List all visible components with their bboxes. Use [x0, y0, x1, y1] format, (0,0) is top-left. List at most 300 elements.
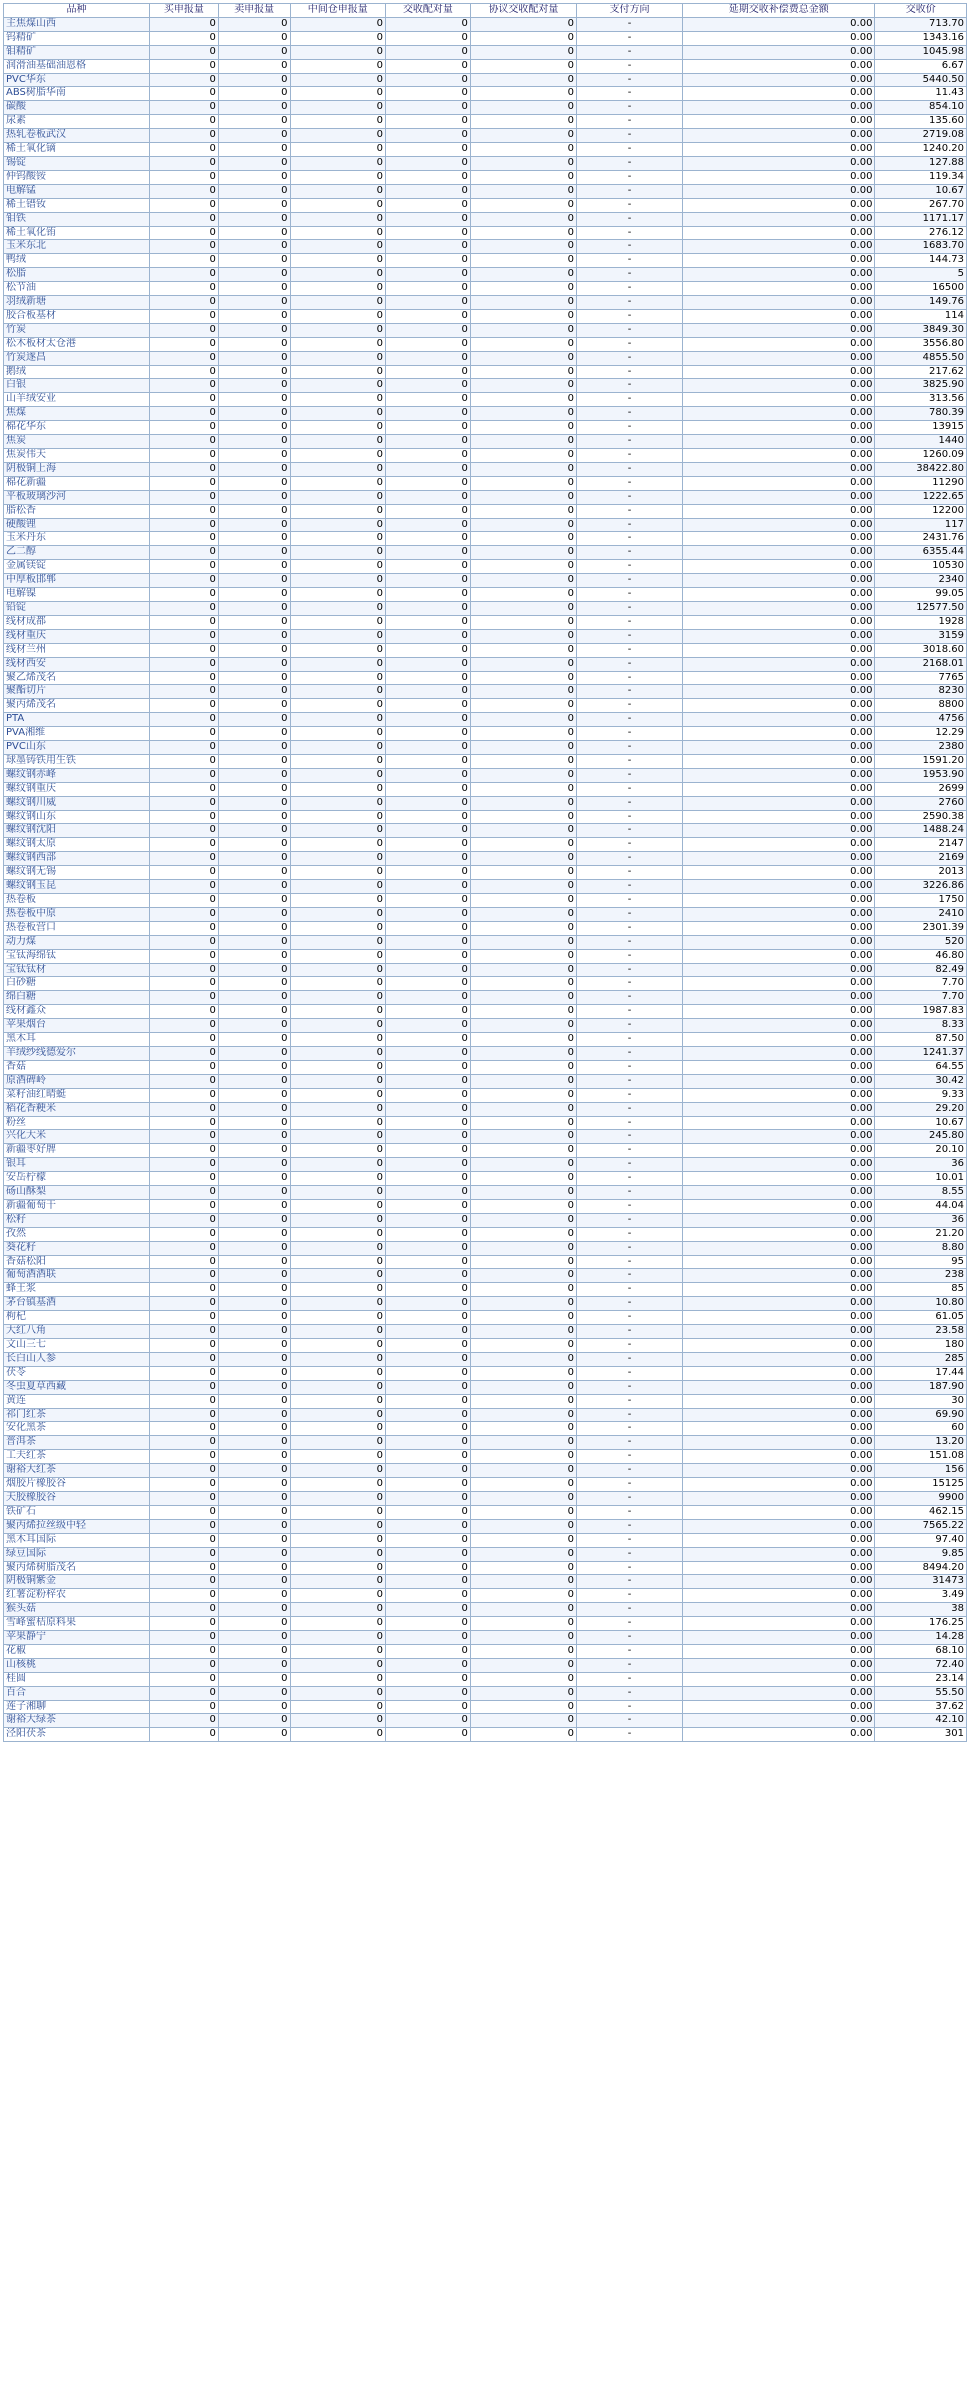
variety-cell: 烟胶片橡胶谷 — [4, 1478, 150, 1492]
agreement-matched-cell: 0 — [470, 1408, 576, 1422]
deferred-fee-cell: 0.00 — [683, 1130, 875, 1144]
matched-cell: 0 — [386, 629, 471, 643]
deferred-fee-cell: 0.00 — [683, 894, 875, 908]
deferred-fee-cell: 0.00 — [683, 796, 875, 810]
table-row[interactable] — [4, 796, 967, 810]
sell-declared-cell: 0 — [218, 337, 290, 351]
middle-declared-cell: 0 — [290, 407, 386, 421]
middle-declared-cell: 0 — [290, 1019, 386, 1033]
table-row[interactable] — [4, 1394, 967, 1408]
buy-declared-cell: 0 — [149, 1102, 218, 1116]
variety-cell: 山羊绒安业 — [4, 393, 150, 407]
variety-cell: 天胶橡胶谷 — [4, 1491, 150, 1505]
table-row[interactable] — [4, 1088, 967, 1102]
sell-declared-cell: 0 — [218, 894, 290, 908]
matched-cell: 0 — [386, 156, 471, 170]
table-row[interactable] — [4, 1436, 967, 1450]
table-row[interactable] — [4, 894, 967, 908]
table-row[interactable] — [4, 1366, 967, 1380]
delivery-price-cell: 31473 — [875, 1575, 967, 1589]
table-row[interactable] — [4, 727, 967, 741]
variety-cell: 葡萄酒酒联 — [4, 1269, 150, 1283]
col-header-sell-declared[interactable]: 卖申报量 — [218, 4, 290, 18]
agreement-matched-cell: 0 — [470, 45, 576, 59]
table-row[interactable] — [4, 1311, 967, 1325]
agreement-matched-cell: 0 — [470, 1352, 576, 1366]
delivery-price-cell: 119.34 — [875, 170, 967, 184]
table-row[interactable] — [4, 1575, 967, 1589]
table-row[interactable] — [4, 685, 967, 699]
table-row[interactable] — [4, 643, 967, 657]
agreement-matched-cell: 0 — [470, 1102, 576, 1116]
middle-declared-cell: 0 — [290, 921, 386, 935]
delivery-price-cell: 55.50 — [875, 1686, 967, 1700]
table-row[interactable] — [4, 1005, 967, 1019]
buy-declared-cell: 0 — [149, 1269, 218, 1283]
table-row[interactable] — [4, 170, 967, 184]
delivery-price-cell: 12200 — [875, 504, 967, 518]
table-row[interactable] — [4, 963, 967, 977]
matched-cell: 0 — [386, 115, 471, 129]
deferred-fee-cell: 0.00 — [683, 323, 875, 337]
agreement-matched-cell: 0 — [470, 31, 576, 45]
deferred-fee-cell: 0.00 — [683, 1436, 875, 1450]
matched-cell: 0 — [386, 977, 471, 991]
table-row[interactable] — [4, 1686, 967, 1700]
middle-declared-cell: 0 — [290, 963, 386, 977]
agreement-matched-cell: 0 — [470, 977, 576, 991]
table-row[interactable] — [4, 1450, 967, 1464]
sell-declared-cell: 0 — [218, 184, 290, 198]
table-row[interactable] — [4, 1186, 967, 1200]
table-row[interactable] — [4, 852, 967, 866]
table-row[interactable] — [4, 546, 967, 560]
payment-direction-cell: - — [577, 1199, 683, 1213]
deferred-fee-cell: 0.00 — [683, 31, 875, 45]
table-row[interactable] — [4, 17, 967, 31]
middle-declared-cell: 0 — [290, 435, 386, 449]
buy-declared-cell: 0 — [149, 115, 218, 129]
variety-cell: 山核桃 — [4, 1658, 150, 1672]
agreement-matched-cell: 0 — [470, 1199, 576, 1213]
deferred-fee-cell: 0.00 — [683, 1394, 875, 1408]
deferred-fee-cell: 0.00 — [683, 1088, 875, 1102]
sell-declared-cell: 0 — [218, 824, 290, 838]
delivery-price-cell: 3226.86 — [875, 880, 967, 894]
sell-declared-cell: 0 — [218, 17, 290, 31]
middle-declared-cell: 0 — [290, 1672, 386, 1686]
table-row[interactable] — [4, 838, 967, 852]
table-row[interactable] — [4, 588, 967, 602]
agreement-matched-cell: 0 — [470, 184, 576, 198]
deferred-fee-cell: 0.00 — [683, 254, 875, 268]
table-row[interactable] — [4, 991, 967, 1005]
table-row[interactable] — [4, 629, 967, 643]
payment-direction-cell: - — [577, 810, 683, 824]
col-header-variety[interactable]: 品种 — [4, 4, 150, 18]
buy-declared-cell: 0 — [149, 935, 218, 949]
sell-declared-cell: 0 — [218, 31, 290, 45]
sell-declared-cell: 0 — [218, 852, 290, 866]
middle-declared-cell: 0 — [290, 1144, 386, 1158]
variety-cell: 枸杞 — [4, 1311, 150, 1325]
table-row[interactable] — [4, 824, 967, 838]
table-row[interactable] — [4, 296, 967, 310]
buy-declared-cell: 0 — [149, 1255, 218, 1269]
variety-cell: 线材成都 — [4, 615, 150, 629]
table-row[interactable] — [4, 226, 967, 240]
buy-declared-cell: 0 — [149, 504, 218, 518]
deferred-fee-cell: 0.00 — [683, 309, 875, 323]
payment-direction-cell: - — [577, 1575, 683, 1589]
matched-cell: 0 — [386, 1519, 471, 1533]
table-row[interactable] — [4, 365, 967, 379]
table-row[interactable] — [4, 1283, 967, 1297]
deferred-fee-cell: 0.00 — [683, 1728, 875, 1742]
deferred-fee-cell: 0.00 — [683, 615, 875, 629]
table-row[interactable] — [4, 73, 967, 87]
buy-declared-cell: 0 — [149, 643, 218, 657]
table-row[interactable] — [4, 907, 967, 921]
sell-declared-cell: 0 — [218, 1005, 290, 1019]
middle-declared-cell: 0 — [290, 1505, 386, 1519]
table-row[interactable] — [4, 379, 967, 393]
payment-direction-cell: - — [577, 699, 683, 713]
table-row[interactable] — [4, 1589, 967, 1603]
agreement-matched-cell: 0 — [470, 504, 576, 518]
buy-declared-cell: 0 — [149, 1672, 218, 1686]
buy-declared-cell: 0 — [149, 1575, 218, 1589]
table-row[interactable] — [4, 1700, 967, 1714]
table-row[interactable] — [4, 1144, 967, 1158]
middle-declared-cell: 0 — [290, 866, 386, 880]
matched-cell: 0 — [386, 1325, 471, 1339]
table-row[interactable] — [4, 1422, 967, 1436]
payment-direction-cell: - — [577, 1033, 683, 1047]
payment-direction-cell: - — [577, 504, 683, 518]
variety-cell: 长白山人参 — [4, 1352, 150, 1366]
table-row[interactable] — [4, 1519, 967, 1533]
table-row[interactable] — [4, 323, 967, 337]
agreement-matched-cell: 0 — [470, 1436, 576, 1450]
table-row[interactable] — [4, 880, 967, 894]
table-row[interactable] — [4, 1408, 967, 1422]
table-row[interactable] — [4, 1325, 967, 1339]
table-row[interactable] — [4, 518, 967, 532]
table-row[interactable] — [4, 1491, 967, 1505]
buy-declared-cell: 0 — [149, 754, 218, 768]
table-row[interactable] — [4, 1074, 967, 1088]
middle-declared-cell: 0 — [290, 73, 386, 87]
variety-cell: 银耳 — [4, 1158, 150, 1172]
table-row[interactable] — [4, 921, 967, 935]
variety-cell: 松脂 — [4, 268, 150, 282]
table-row[interactable] — [4, 1505, 967, 1519]
sell-declared-cell: 0 — [218, 629, 290, 643]
sell-declared-cell: 0 — [218, 170, 290, 184]
table-row[interactable] — [4, 435, 967, 449]
middle-declared-cell: 0 — [290, 1728, 386, 1742]
sell-declared-cell: 0 — [218, 588, 290, 602]
table-row[interactable] — [4, 198, 967, 212]
variety-cell: 焦炭 — [4, 435, 150, 449]
agreement-matched-cell: 0 — [470, 1186, 576, 1200]
table-row[interactable] — [4, 1547, 967, 1561]
matched-cell: 0 — [386, 143, 471, 157]
agreement-matched-cell: 0 — [470, 282, 576, 296]
variety-cell: 砀山酥梨 — [4, 1186, 150, 1200]
table-row[interactable] — [4, 741, 967, 755]
table-row[interactable] — [4, 754, 967, 768]
agreement-matched-cell: 0 — [470, 768, 576, 782]
buy-declared-cell: 0 — [149, 1686, 218, 1700]
payment-direction-cell: - — [577, 991, 683, 1005]
table-row[interactable] — [4, 101, 967, 115]
buy-declared-cell: 0 — [149, 1213, 218, 1227]
delivery-price-cell: 3018.60 — [875, 643, 967, 657]
sell-declared-cell: 0 — [218, 1088, 290, 1102]
table-row[interactable] — [4, 1728, 967, 1742]
payment-direction-cell: - — [577, 907, 683, 921]
table-row[interactable] — [4, 1269, 967, 1283]
sell-declared-cell: 0 — [218, 1130, 290, 1144]
matched-cell: 0 — [386, 1033, 471, 1047]
variety-cell: 球墨铸铁用生铁 — [4, 754, 150, 768]
middle-declared-cell: 0 — [290, 741, 386, 755]
table-row[interactable] — [4, 699, 967, 713]
matched-cell: 0 — [386, 532, 471, 546]
agreement-matched-cell: 0 — [470, 1172, 576, 1186]
table-row[interactable] — [4, 1464, 967, 1478]
table-row[interactable] — [4, 282, 967, 296]
table-row[interactable] — [4, 449, 967, 463]
table-row[interactable] — [4, 87, 967, 101]
table-row[interactable] — [4, 309, 967, 323]
table-row[interactable] — [4, 1102, 967, 1116]
payment-direction-cell: - — [577, 1561, 683, 1575]
col-header-middle-declared[interactable]: 中间仓申报量 — [290, 4, 386, 18]
payment-direction-cell: - — [577, 212, 683, 226]
payment-direction-cell: - — [577, 268, 683, 282]
table-row[interactable] — [4, 768, 967, 782]
middle-declared-cell: 0 — [290, 476, 386, 490]
buy-declared-cell: 0 — [149, 240, 218, 254]
sell-declared-cell: 0 — [218, 921, 290, 935]
table-row[interactable] — [4, 532, 967, 546]
payment-direction-cell: - — [577, 518, 683, 532]
table-row[interactable] — [4, 935, 967, 949]
agreement-matched-cell: 0 — [470, 407, 576, 421]
middle-declared-cell: 0 — [290, 87, 386, 101]
table-row[interactable] — [4, 782, 967, 796]
table-row[interactable] — [4, 254, 967, 268]
table-row[interactable] — [4, 1060, 967, 1074]
variety-cell: 稀土镨钕 — [4, 198, 150, 212]
table-row[interactable] — [4, 337, 967, 351]
table-row[interactable] — [4, 184, 967, 198]
table-row[interactable] — [4, 393, 967, 407]
table-row[interactable] — [4, 129, 967, 143]
table-row[interactable] — [4, 671, 967, 685]
middle-declared-cell: 0 — [290, 1074, 386, 1088]
sell-declared-cell: 0 — [218, 282, 290, 296]
payment-direction-cell: - — [577, 1283, 683, 1297]
table-row[interactable] — [4, 1644, 967, 1658]
table-row[interactable] — [4, 1478, 967, 1492]
table-row[interactable] — [4, 1255, 967, 1269]
table-row[interactable] — [4, 1241, 967, 1255]
sell-declared-cell: 0 — [218, 880, 290, 894]
table-row[interactable] — [4, 476, 967, 490]
middle-declared-cell: 0 — [290, 1519, 386, 1533]
middle-declared-cell: 0 — [290, 713, 386, 727]
table-row[interactable] — [4, 1603, 967, 1617]
buy-declared-cell: 0 — [149, 212, 218, 226]
delivery-price-cell: 11290 — [875, 476, 967, 490]
matched-cell: 0 — [386, 365, 471, 379]
variety-cell: 螺纹钢无锡 — [4, 866, 150, 880]
table-row[interactable] — [4, 1116, 967, 1130]
table-row[interactable] — [4, 240, 967, 254]
buy-declared-cell: 0 — [149, 1283, 218, 1297]
buy-declared-cell: 0 — [149, 1450, 218, 1464]
table-row[interactable] — [4, 143, 967, 157]
delivery-price-cell: 3.49 — [875, 1589, 967, 1603]
sell-declared-cell: 0 — [218, 226, 290, 240]
table-row[interactable] — [4, 1672, 967, 1686]
payment-direction-cell: - — [577, 1227, 683, 1241]
variety-cell: 羽绒新塘 — [4, 296, 150, 310]
table-row[interactable] — [4, 657, 967, 671]
table-row[interactable] — [4, 1227, 967, 1241]
variety-cell: 孜然 — [4, 1227, 150, 1241]
middle-declared-cell: 0 — [290, 240, 386, 254]
payment-direction-cell: - — [577, 1144, 683, 1158]
middle-declared-cell: 0 — [290, 490, 386, 504]
agreement-matched-cell: 0 — [470, 1213, 576, 1227]
table-row[interactable] — [4, 615, 967, 629]
table-row[interactable] — [4, 560, 967, 574]
table-row[interactable] — [4, 504, 967, 518]
table-row[interactable] — [4, 601, 967, 615]
deferred-fee-cell: 0.00 — [683, 240, 875, 254]
table-row[interactable] — [4, 1213, 967, 1227]
matched-cell: 0 — [386, 894, 471, 908]
sell-declared-cell: 0 — [218, 1547, 290, 1561]
matched-cell: 0 — [386, 226, 471, 240]
table-row[interactable] — [4, 462, 967, 476]
table-row[interactable] — [4, 1561, 967, 1575]
delivery-price-cell: 61.05 — [875, 1311, 967, 1325]
middle-declared-cell: 0 — [290, 754, 386, 768]
table-row[interactable] — [4, 1352, 967, 1366]
table-row[interactable] — [4, 1046, 967, 1060]
table-row[interactable] — [4, 866, 967, 880]
table-row[interactable] — [4, 1617, 967, 1631]
table-row[interactable] — [4, 268, 967, 282]
table-row[interactable] — [4, 421, 967, 435]
sell-declared-cell: 0 — [218, 1478, 290, 1492]
delivery-price-cell: 1045.98 — [875, 45, 967, 59]
table-row[interactable] — [4, 1380, 967, 1394]
col-header-payment-direction[interactable]: 支付方向 — [577, 4, 683, 18]
table-row[interactable] — [4, 1533, 967, 1547]
buy-declared-cell: 0 — [149, 963, 218, 977]
payment-direction-cell: - — [577, 1060, 683, 1074]
table-row[interactable] — [4, 1631, 967, 1645]
table-row[interactable] — [4, 490, 967, 504]
table-row[interactable] — [4, 1019, 967, 1033]
deferred-fee-cell: 0.00 — [683, 1227, 875, 1241]
col-header-delivery-price[interactable]: 交收价 — [875, 4, 967, 18]
variety-cell: 螺纹钢重庆 — [4, 782, 150, 796]
table-row[interactable] — [4, 1297, 967, 1311]
table-row[interactable] — [4, 949, 967, 963]
sell-declared-cell: 0 — [218, 1241, 290, 1255]
table-row[interactable] — [4, 1658, 967, 1672]
table-row[interactable] — [4, 1714, 967, 1728]
middle-declared-cell: 0 — [290, 1561, 386, 1575]
col-header-matched[interactable]: 交收配对量 — [386, 4, 471, 18]
payment-direction-cell: - — [577, 532, 683, 546]
agreement-matched-cell: 0 — [470, 1088, 576, 1102]
table-row[interactable] — [4, 1199, 967, 1213]
col-header-buy-declared[interactable]: 买申报量 — [149, 4, 218, 18]
matched-cell: 0 — [386, 1352, 471, 1366]
table-row[interactable] — [4, 156, 967, 170]
table-row[interactable] — [4, 1033, 967, 1047]
table-row[interactable] — [4, 1130, 967, 1144]
middle-declared-cell: 0 — [290, 184, 386, 198]
deferred-fee-cell: 0.00 — [683, 1561, 875, 1575]
table-row[interactable] — [4, 574, 967, 588]
table-row[interactable] — [4, 1172, 967, 1186]
table-row[interactable] — [4, 115, 967, 129]
sell-declared-cell: 0 — [218, 1505, 290, 1519]
table-row[interactable] — [4, 351, 967, 365]
sell-declared-cell: 0 — [218, 212, 290, 226]
middle-declared-cell: 0 — [290, 282, 386, 296]
variety-cell: 钨精矿 — [4, 31, 150, 45]
table-row[interactable] — [4, 59, 967, 73]
table-row[interactable] — [4, 45, 967, 59]
table-row[interactable] — [4, 1339, 967, 1353]
variety-cell: 聚酯切片 — [4, 685, 150, 699]
col-header-deferred-fee[interactable]: 延期交收补偿费总金额 — [683, 4, 875, 18]
payment-direction-cell: - — [577, 462, 683, 476]
sell-declared-cell: 0 — [218, 490, 290, 504]
table-row[interactable] — [4, 212, 967, 226]
delivery-price-cell: 2760 — [875, 796, 967, 810]
middle-declared-cell: 0 — [290, 824, 386, 838]
variety-cell: 安化黑茶 — [4, 1422, 150, 1436]
col-header-agreement-matched[interactable]: 协议交收配对量 — [470, 4, 576, 18]
delivery-price-cell: 3159 — [875, 629, 967, 643]
table-row[interactable] — [4, 31, 967, 45]
deferred-fee-cell: 0.00 — [683, 546, 875, 560]
deferred-fee-cell: 0.00 — [683, 1199, 875, 1213]
delivery-price-cell: 87.50 — [875, 1033, 967, 1047]
deferred-fee-cell: 0.00 — [683, 588, 875, 602]
table-row[interactable] — [4, 407, 967, 421]
table-row[interactable] — [4, 977, 967, 991]
payment-direction-cell: - — [577, 1700, 683, 1714]
table-row[interactable] — [4, 1158, 967, 1172]
table-row[interactable] — [4, 810, 967, 824]
agreement-matched-cell: 0 — [470, 963, 576, 977]
delivery-price-cell: 3825.90 — [875, 379, 967, 393]
table-row[interactable] — [4, 713, 967, 727]
